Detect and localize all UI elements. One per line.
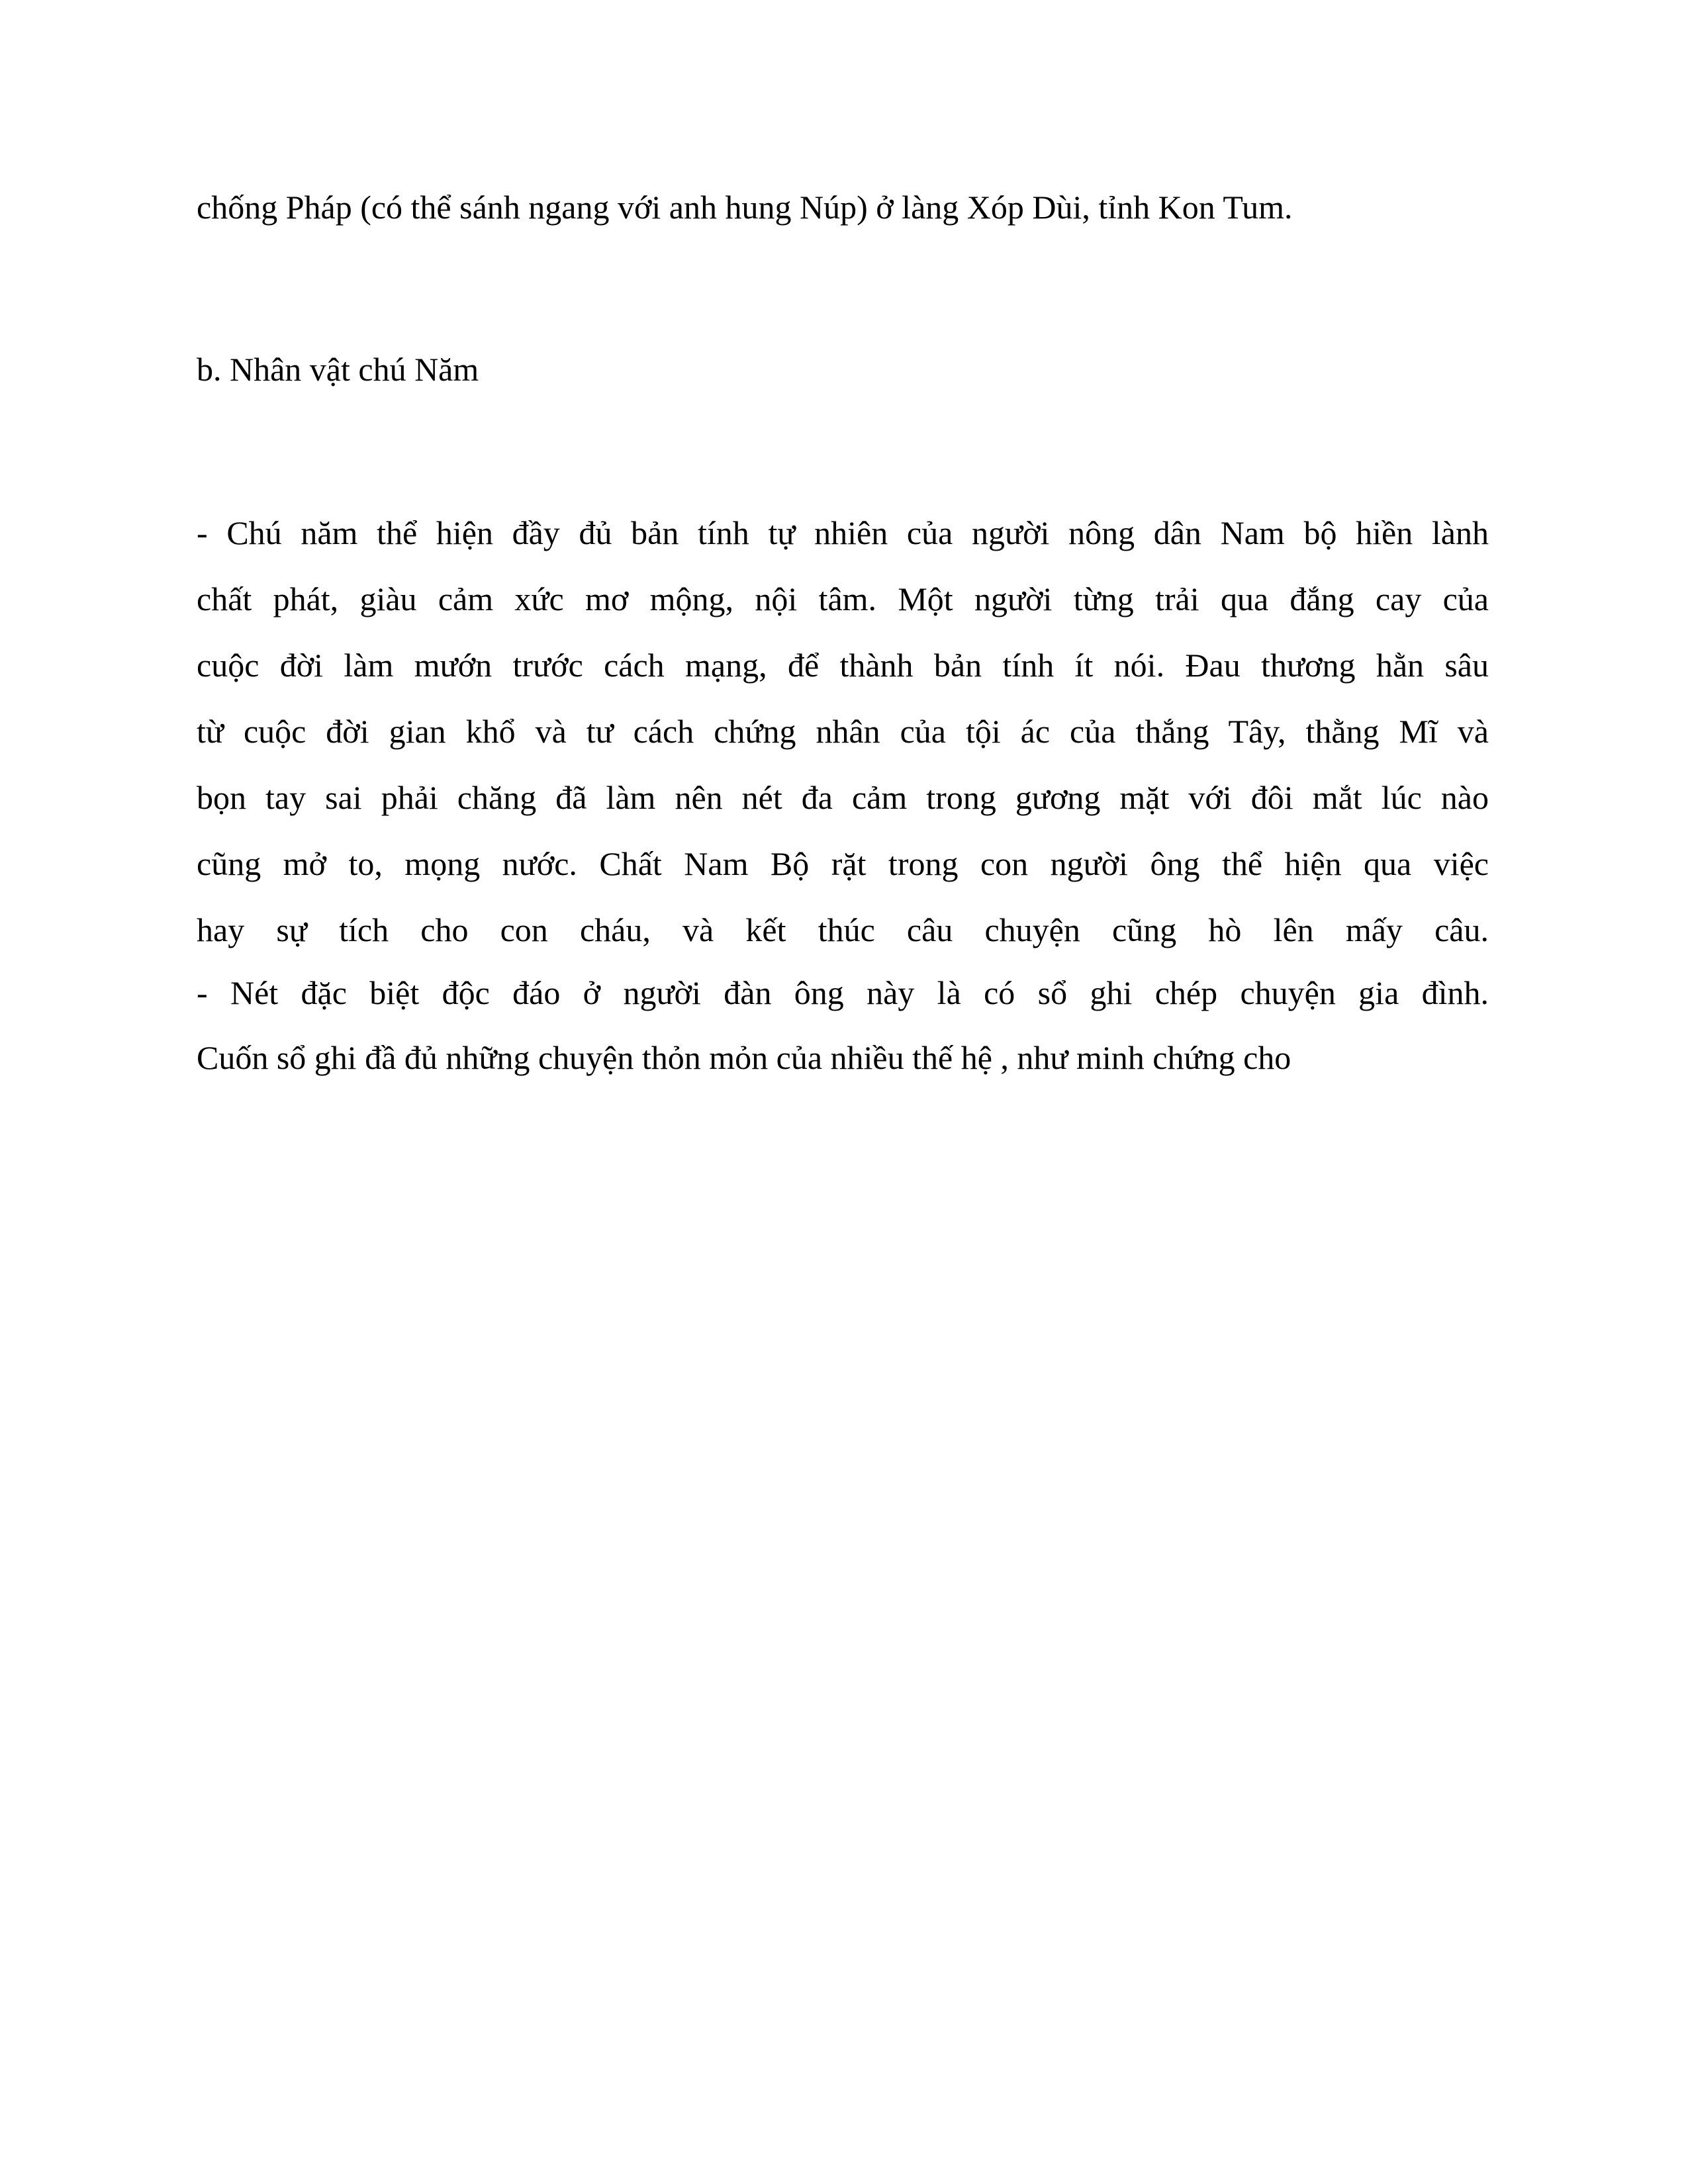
paragraph-line: chống Pháp (có thể sánh ngang với anh hung Núp) ở làng Xóp Dùi, tỉnh Kon Tum. bbox=[197, 189, 1293, 226]
paragraph-line: - Chú năm thể hiện đầy đủ bản tính tự nhiên của người nông dân Nam bộ hiền lành bbox=[197, 514, 1489, 551]
paragraph-line: chất phát, giàu cảm xức mơ mộng, nội tâm. Một người từng trải qua đắng cay của bbox=[197, 580, 1489, 617]
paragraph-line: hay sự tích cho con cháu, và kết thúc câu chuyện cũng hò lên mấy câu. bbox=[197, 911, 1489, 948]
paragraph-line: Cuốn sổ ghi đầ đủ những chuyện thỏn mỏn của nhiều thế hệ , như minh chứng cho bbox=[197, 1039, 1291, 1076]
paragraph-line: bọn tay sai phải chăng đã làm nên nét đa cảm trong gương mặt với đôi mắt lúc nào bbox=[197, 779, 1489, 816]
section-heading: b. Nhân vật chú Năm bbox=[197, 351, 479, 388]
paragraph-line: cuộc đời làm mướn trước cách mạng, để thành bản tính ít nói. Đau thương hằn sâu bbox=[197, 647, 1489, 684]
paragraph-line: cũng mở to, mọng nước. Chất Nam Bộ rặt trong con người ông thể hiện qua việc bbox=[197, 845, 1489, 882]
paragraph-line: từ cuộc đời gian khổ và tư cách chứng nhân của tội ác của thắng Tây, thằng Mĩ và bbox=[197, 713, 1489, 750]
paragraph-line: - Nét đặc biệt độc đáo ở người đàn ông này là có sổ ghi chép chuyện gia đình. bbox=[197, 974, 1489, 1011]
